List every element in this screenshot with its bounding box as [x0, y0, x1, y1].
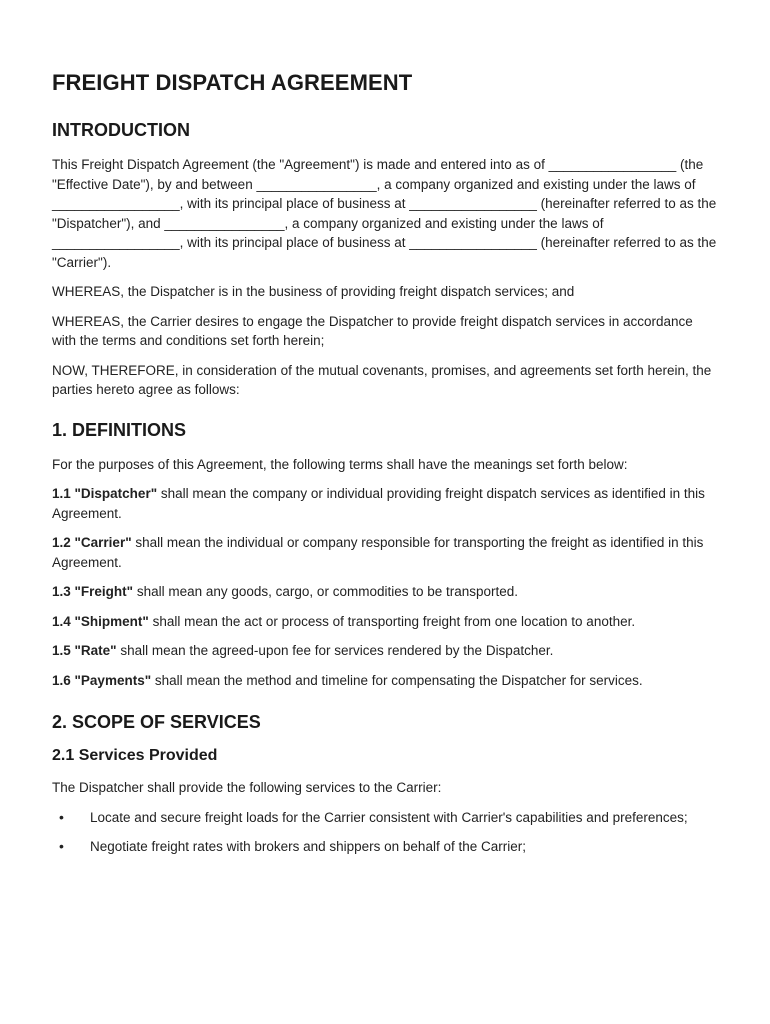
definition-term: 1.4 "Shipment" [52, 613, 149, 629]
definition-item [52, 671, 718, 691]
introduction-heading: INTRODUCTION [52, 120, 190, 140]
list-item-text: Negotiate freight rates with brokers and shippers on behalf of the Carrier; [90, 839, 526, 854]
scope-intro: The Dispatcher shall provide the following services to the Carrier: [52, 780, 442, 795]
scope-heading: 2. SCOPE OF SERVICES [52, 712, 261, 732]
definition-text: shall mean the agreed-upon fee for services rendered by the Dispatcher. [116, 643, 554, 658]
definition-term: 1.5 "Rate" [52, 643, 117, 658]
definition-item [52, 641, 718, 661]
definition-text: shall mean the method and timeline for compensating the Dispatcher for services. [151, 672, 643, 688]
introduction-paragraph: This Freight Dispatch Agreement (the "Agreement") is made and entered into as of _________________ (the "Effective Date"), by and between ________________, a company organized and existing under the laws of _________________, with its principal place of business at _________________ (hereinafter referred to as the "Dispatcher"), and ________________, a company organized and existing under the laws of _________________, with its principal place of business at _________________ (hereinafter referred to as the "Carrier"). [52, 157, 717, 270]
now-therefore-paragraph: NOW, THEREFORE, in consideration of the mutual covenants, promises, and agreements set forth herein, the parties hereto agree as follows: [52, 362, 712, 397]
document-title: FREIGHT DISPATCH AGREEMENT [52, 70, 413, 95]
definition-term: 1.3 "Freight" [52, 584, 134, 599]
definition-text: shall mean any goods, cargo, or commodities to be transported. [133, 584, 519, 599]
definition-item [52, 612, 718, 632]
bullet-icon: • [59, 838, 64, 854]
list-item [52, 837, 718, 857]
bullet-icon: • [59, 808, 64, 825]
definition-text: shall mean the individual or company responsible for transporting the freight as identified in this Agreement. [52, 535, 704, 570]
definition-term: 1.2 "Carrier" [52, 535, 132, 550]
list-item-text: Locate and secure freight loads for the Carrier consistent with Carrier's capabilities and preferences; [90, 809, 688, 825]
definition-text: shall mean the act or process of transporting freight from one location to another. [148, 613, 636, 629]
definition-item [52, 533, 718, 572]
definition-text: shall mean the company or individual providing freight dispatch services as identified in this Agreement. [52, 486, 705, 521]
services-list [52, 808, 718, 857]
definitions-intro: For the purposes of this Agreement, the following terms shall have the meanings set forth below: [52, 456, 628, 472]
services-provided-subheading: 2.1 Services Provided [52, 747, 218, 764]
definitions-heading: 1. DEFINITIONS [52, 419, 187, 440]
list-item [52, 808, 718, 828]
definition-item [52, 484, 718, 523]
definition-item [52, 582, 718, 602]
definition-term: 1.1 "Dispatcher" [52, 486, 158, 501]
definition-term: 1.6 "Payments" [52, 672, 152, 688]
whereas-paragraph: WHEREAS, the Carrier desires to engage the Dispatcher to provide freight dispatch services in accordance with the terms and conditions set forth herein; [52, 313, 693, 348]
whereas-paragraph: WHEREAS, the Dispatcher is in the business of providing freight dispatch services; and [52, 284, 575, 299]
